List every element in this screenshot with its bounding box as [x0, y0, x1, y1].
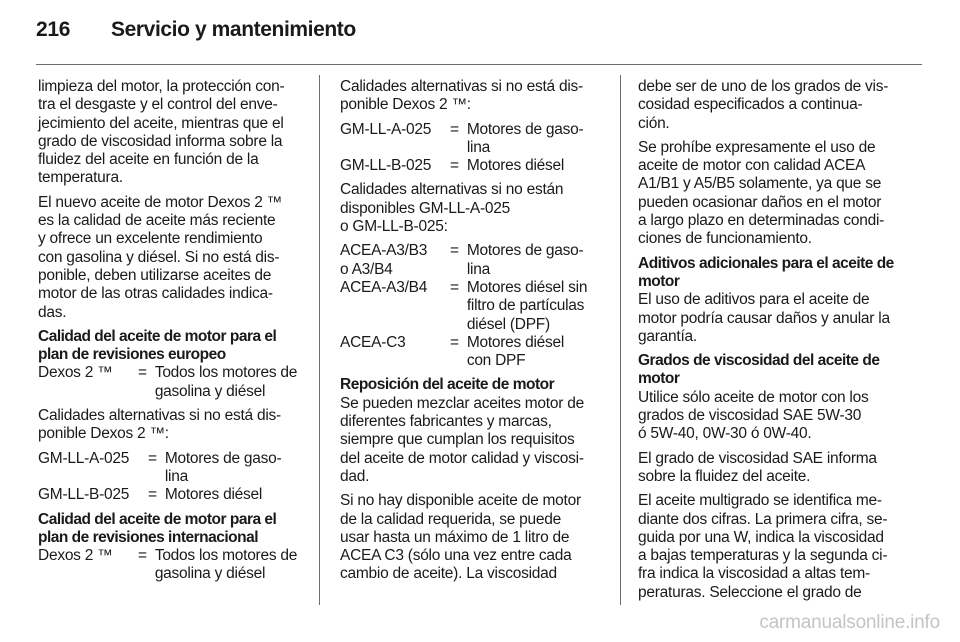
column-divider — [620, 75, 621, 605]
paragraph: debe ser de uno de los grados de vis- cosidad especificados a continua- ción. — [638, 78, 889, 132]
paragraph: Calidades alternativas si no está dis- ponible Dexos 2 ™: — [340, 78, 583, 114]
spec-key: GM-LL-A-025 — [38, 449, 130, 467]
section-heading: Calidad del aceite de motor para el plan de revisiones europeo — [38, 327, 277, 364]
spec-row — [340, 334, 606, 371]
equals-sign: = — [138, 547, 147, 565]
equals-sign: = — [450, 157, 459, 175]
spec-value: Motores de gaso- lina — [466, 242, 584, 278]
spec-key: Dexos 2 ™ — [38, 547, 113, 565]
spec-value: Motores de gaso- lina — [164, 449, 282, 485]
spec-row — [340, 157, 606, 175]
equals-sign: = — [450, 120, 459, 138]
paragraph: Calidades alternativas si no están disponibles GM-LL-A-025 o GM-LL-B-025: — [340, 181, 564, 236]
spec-key: ACEA-A3/B3 o A3/B4 — [340, 242, 428, 278]
equals-sign: = — [148, 486, 157, 504]
equals-sign: = — [138, 364, 147, 382]
spec-value: Motores diésel — [466, 157, 565, 175]
paragraph: Se prohíbe expresamente el uso de aceite de motor con calidad ACEA A1/B1 y A5/B5 solamente, ya que se pueden ocasionar daños en el motor a largo plazo en determinadas condi- ciones de funcionamiento. — [638, 138, 885, 248]
spec-value: Motores diésel con DPF — [466, 333, 565, 370]
spec-key: ACEA-A3/B4 — [340, 278, 428, 296]
spec-value: Todos los motores de gasolina y diésel — [154, 547, 298, 583]
spec-key: GM-LL-A-025 — [340, 120, 432, 138]
spec-row — [38, 364, 304, 401]
spec-row — [340, 121, 606, 158]
spec-value: Motores diésel sin filtro de partículas diésel (DPF) — [466, 278, 588, 333]
spec-value: Motores de gaso- lina — [466, 120, 584, 156]
spec-key: ACEA-C3 — [340, 333, 406, 351]
page-title: Servicio y mantenimiento — [111, 18, 356, 41]
column-2 — [340, 78, 606, 590]
spec-table — [38, 547, 304, 584]
column-divider — [319, 75, 320, 605]
section-heading: Calidad del aceite de motor para el plan de revisiones internacional — [38, 510, 277, 546]
equals-sign: = — [450, 278, 459, 296]
paragraph: Calidades alternativas si no está dis- ponible Dexos 2 ™: — [38, 407, 281, 443]
page-number: 216 — [36, 18, 71, 41]
spec-table — [38, 364, 304, 401]
paragraph: Utilice sólo aceite de motor con los grados de viscosidad SAE 5W-30 ó 5W-40, 0W-30 ó 0W-40. — [638, 388, 869, 443]
equals-sign: = — [148, 449, 157, 467]
spec-value: Motores diésel — [164, 486, 263, 504]
spec-key: Dexos 2 ™ — [38, 364, 113, 382]
spec-table — [340, 121, 606, 176]
section-heading: Aditivos adicionales para el aceite de motor — [638, 254, 894, 290]
paragraph: limpieza del motor, la protección con- tra el desgaste y el control del enve- jecimiento del aceite, mientras que el grado de viscosidad informa sobre la fluidez del aceite en función de la temperatura. — [38, 78, 285, 187]
paragraph: El aceite multigrado se identifica me- diante dos cifras. La primera cifra, se- guida por una W, indica la viscosidad a bajas temperaturas y la segunda ci- fra indica la viscosidad a altas tem- peraturas. Seleccione el grado de — [638, 492, 888, 601]
spec-value: Todos los motores de gasolina y diésel — [154, 364, 298, 400]
equals-sign: = — [450, 242, 459, 260]
column-3 — [638, 78, 904, 608]
section-heading: Grados de viscosidad del aceite de motor — [638, 352, 880, 388]
watermark: carmanualsonline.info — [759, 612, 940, 633]
column-1 — [38, 78, 304, 590]
spec-row — [340, 242, 606, 279]
spec-row — [38, 547, 304, 584]
spec-row — [340, 279, 606, 334]
spec-key: GM-LL-B-025 — [340, 157, 432, 175]
equals-sign: = — [450, 333, 459, 351]
spec-key: GM-LL-B-025 — [38, 486, 130, 504]
spec-row — [38, 486, 304, 504]
paragraph: El uso de aditivos para el aceite de motor podría causar daños y anular la garantía. — [638, 291, 890, 345]
paragraph: Se pueden mezclar aceites motor de diferentes fabricantes y marcas, siempre que cumplan los requisitos del aceite de motor calidad y viscosi- dad. — [340, 394, 584, 485]
paragraph: El grado de viscosidad SAE informa sobre la fluidez del aceite. — [638, 449, 877, 485]
header-rule — [36, 64, 922, 65]
paragraph: Si no hay disponible aceite de motor de la calidad requerida, se puede usar hasta un máximo de 1 litro de ACEA C3 (sólo una vez entre cada cambio de aceite). La viscosidad — [340, 492, 581, 583]
spec-row — [38, 450, 304, 487]
section-heading: Reposición del aceite de motor — [340, 376, 555, 394]
paragraph: El nuevo aceite de motor Dexos 2 ™ es la calidad de aceite más reciente y ofrece un excelente rendimiento con gasolina y diésel. Si no está dis- ponible, deben utilizarse aceites de motor de las otras calidades indica- das. — [38, 193, 282, 321]
spec-table — [38, 450, 304, 505]
spec-table — [340, 242, 606, 370]
